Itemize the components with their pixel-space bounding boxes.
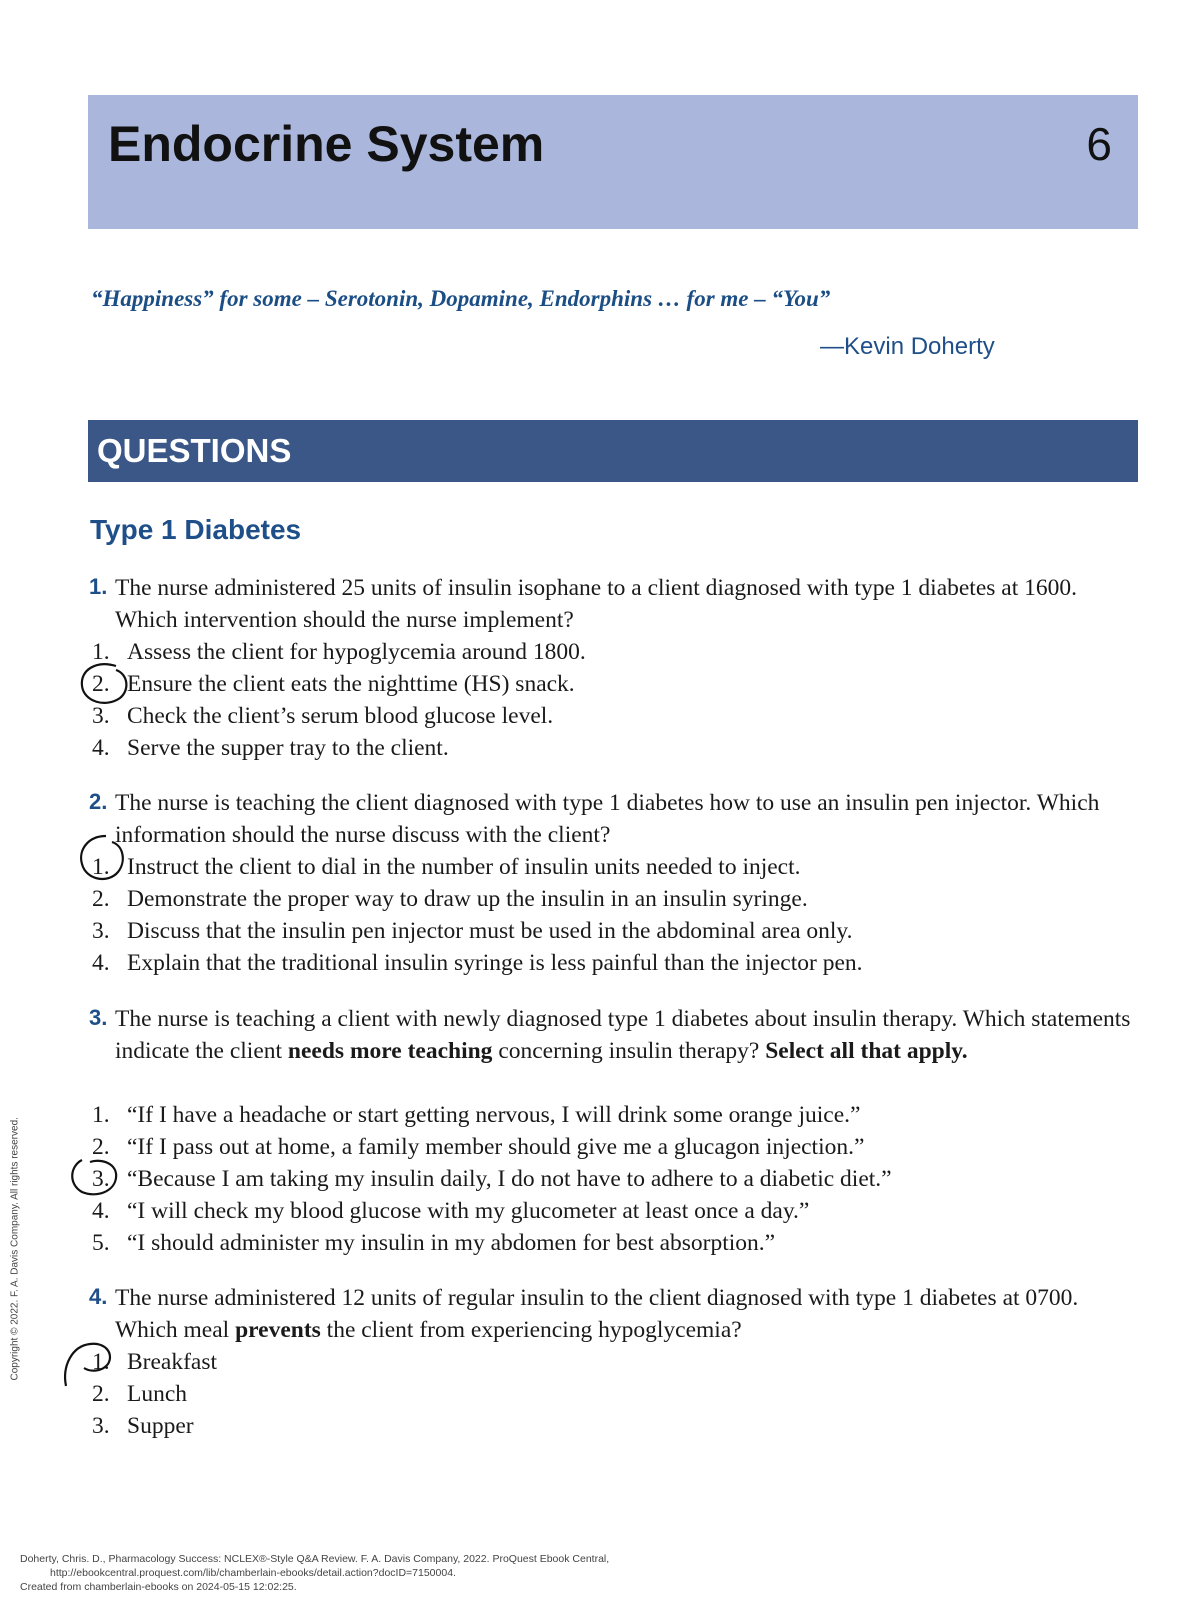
option: 3. Supper (92, 1413, 194, 1439)
question-number: 1. (89, 574, 108, 599)
question-number: 2. (89, 789, 108, 814)
option: 5. “I should administer my insulin in my abdomen for best absorption.” (92, 1230, 776, 1256)
section-heading: Type 1 Diabetes (90, 514, 302, 545)
question-number: 3. (89, 1005, 108, 1030)
questions-band (88, 420, 1138, 482)
option: 1. Instruct the client to dial in the number of insulin units needed to inject. (92, 854, 801, 880)
option: 4. “I will check my blood glucose with my glucometer at least once a day.” (92, 1198, 810, 1224)
question-stem: The nurse administered 12 units of regular insulin to the client diagnosed with type 1 diabetes at 0700. Which meal prevents the client from experiencing hypoglycemia? (115, 1285, 1079, 1343)
option: 4. Explain that the traditional insulin syringe is less painful than the injector pen. (92, 950, 863, 976)
epigraph-quote: “Happiness” for some – Serotonin, Dopamine, Endorphins … for me – “You” (91, 286, 831, 311)
option: 4. Serve the supper tray to the client. (92, 735, 449, 761)
question-stem: The nurse administered 25 units of insulin isophane to a client diagnosed with type 1 diabetes at 1600. Which intervention should the nurse implement? (115, 575, 1077, 633)
option: 3. Discuss that the insulin pen injector must be used in the abdominal area only. (92, 918, 853, 944)
chapter-number: 6 (1086, 118, 1112, 170)
option: 3. Check the client’s serum blood glucose level. (92, 703, 554, 729)
option: 3. “Because I am taking my insulin daily, I do not have to adhere to a diabetic diet.” (92, 1166, 892, 1192)
option: 2. Ensure the client eats the nighttime (HS) snack. (92, 671, 575, 697)
side-copyright: Copyright © 2022. F. A. Davis Company. All rights reserved. (9, 1117, 21, 1381)
footer-line: Created from chamberlain-ebooks on 2024-05-15 12:02:25. (20, 1581, 297, 1593)
option: 2. Demonstrate the proper way to draw up the insulin in an insulin syringe. (92, 886, 808, 912)
chapter-title: Endocrine System (108, 116, 545, 172)
epigraph-attribution: —Kevin Doherty (820, 333, 995, 360)
option: 1. Breakfast (92, 1349, 218, 1375)
question-stem: The nurse is teaching a client with newly diagnosed type 1 diabetes about insulin therapy. Which statements indicate the client needs more teaching concerning insulin therapy? Select all that apply. (115, 1006, 1131, 1064)
footer-line: Doherty, Chris. D., Pharmacology Success: NCLEX®-Style Q&A Review. F. A. Davis Company, 2022. ProQuest Ebook Central, (20, 1553, 610, 1565)
option: 1. Assess the client for hypoglycemia around 1800. (92, 639, 586, 665)
chapter-header (88, 95, 1138, 229)
footer-link[interactable]: http://ebookcentral.proquest.com/lib/chamberlain-ebooks/detail.action?docID=7150004. (50, 1567, 456, 1579)
question-stem: The nurse is teaching the client diagnosed with type 1 diabetes how to use an insulin pen injector. Which information should the nurse discuss with the client? (115, 790, 1100, 848)
questions-band-label: QUESTIONS (97, 432, 292, 469)
option: 1. “If I have a headache or start getting nervous, I will drink some orange juice.” (92, 1102, 861, 1128)
option: 2. Lunch (92, 1381, 188, 1407)
question-number: 4. (89, 1284, 108, 1309)
option: 2. “If I pass out at home, a family member should give me a glucagon injection.” (92, 1134, 865, 1160)
footer-citation (20, 1552, 609, 1594)
